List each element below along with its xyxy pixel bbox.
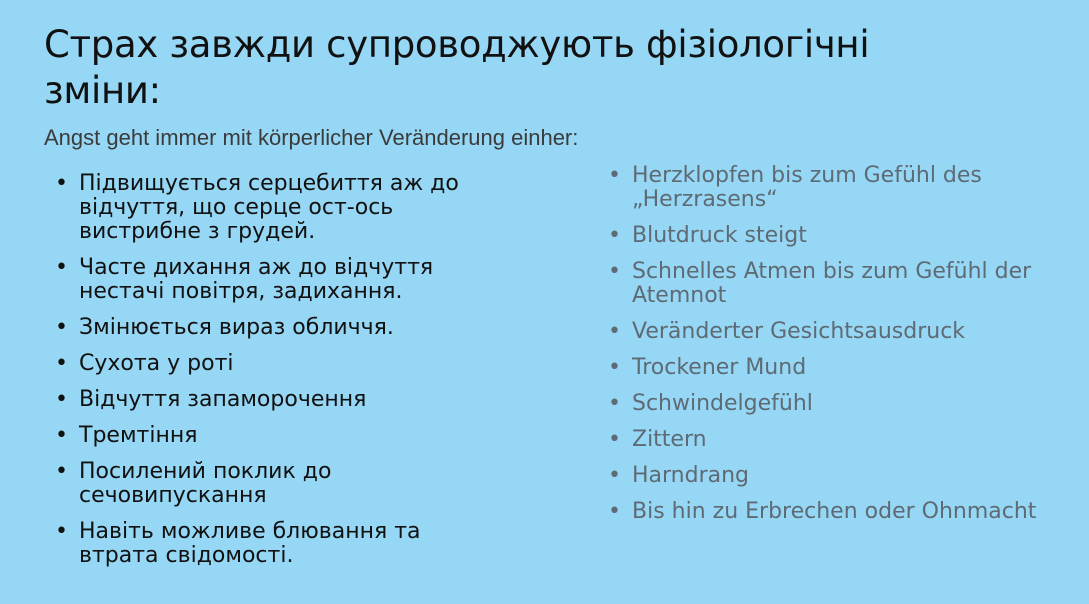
list-item-text: Змінюється вираз обличчя. bbox=[79, 315, 394, 340]
bullet-icon: • bbox=[608, 427, 621, 452]
list-item-text: Harndrang bbox=[632, 463, 750, 488]
list-item bbox=[597, 392, 1077, 416]
bullet-icon: • bbox=[55, 423, 68, 448]
list-item bbox=[44, 520, 484, 568]
list-item-text: Zittern bbox=[632, 427, 707, 452]
list-item bbox=[44, 460, 484, 508]
list-item bbox=[44, 424, 484, 448]
list-item bbox=[597, 260, 1077, 308]
ukrainian-bullet-list bbox=[44, 172, 484, 580]
list-item-text: Schnelles Atmen bis zum Gefühl der Atemnot bbox=[632, 259, 1032, 308]
bullet-icon: • bbox=[608, 355, 621, 380]
bullet-icon: • bbox=[55, 519, 68, 544]
bullet-icon: • bbox=[608, 163, 621, 188]
list-item-text: Сухота у роті bbox=[79, 351, 234, 376]
bullet-icon: • bbox=[608, 499, 621, 524]
list-item-text: Навіть можливе блювання та втрата свідомості. bbox=[79, 519, 421, 568]
list-item-text: Schwindelgefühl bbox=[632, 391, 813, 416]
bullet-icon: • bbox=[55, 315, 68, 340]
bullet-icon: • bbox=[55, 255, 68, 280]
list-item bbox=[597, 464, 1077, 488]
list-item-text: Тремтіння bbox=[79, 423, 198, 448]
list-item bbox=[597, 164, 1077, 212]
bullet-icon: • bbox=[55, 387, 68, 412]
list-item-text: Часте дихання аж до відчуття нестачі повітря, задихання. bbox=[79, 255, 434, 304]
list-item-text: Blutdruck steigt bbox=[632, 223, 807, 248]
slide-subtitle: Angst geht immer mit körperlicher Veränderung einher: bbox=[44, 125, 579, 150]
list-item-text: Herzklopfen bis zum Gefühl des „Herzrasens“ bbox=[632, 163, 982, 212]
list-item-text: Відчуття запаморочення bbox=[79, 387, 367, 412]
list-item-text: Veränderter Gesichtsausdruck bbox=[632, 319, 966, 344]
slide-title: Страх завжди супроводжують фізіологічні зміни: bbox=[44, 23, 870, 112]
bullet-icon: • bbox=[608, 463, 621, 488]
list-item-text: Trockener Mund bbox=[632, 355, 807, 380]
list-item bbox=[44, 352, 484, 376]
bullet-icon: • bbox=[55, 459, 68, 484]
bullet-icon: • bbox=[608, 319, 621, 344]
german-bullet-list bbox=[597, 164, 1077, 536]
list-item-text: Bis hin zu Erbrechen oder Ohnmacht bbox=[632, 499, 1037, 524]
list-item bbox=[597, 500, 1077, 524]
list-item bbox=[597, 320, 1077, 344]
bullet-icon: • bbox=[55, 351, 68, 376]
list-item-text: Підвищується серцебиття аж до відчуття, що серце ост-ось вистрибне з грудей. bbox=[79, 171, 459, 244]
list-item-text: Посилений поклик до сечовипускання bbox=[79, 459, 332, 508]
list-item bbox=[597, 428, 1077, 452]
list-item bbox=[44, 388, 484, 412]
list-item bbox=[44, 316, 484, 340]
bullet-icon: • bbox=[608, 223, 621, 248]
bullet-icon: • bbox=[608, 259, 621, 284]
list-item bbox=[44, 256, 484, 304]
list-item bbox=[597, 356, 1077, 380]
list-item bbox=[597, 224, 1077, 248]
bullet-icon: • bbox=[55, 171, 68, 196]
list-item bbox=[44, 172, 484, 244]
bullet-icon: • bbox=[608, 391, 621, 416]
